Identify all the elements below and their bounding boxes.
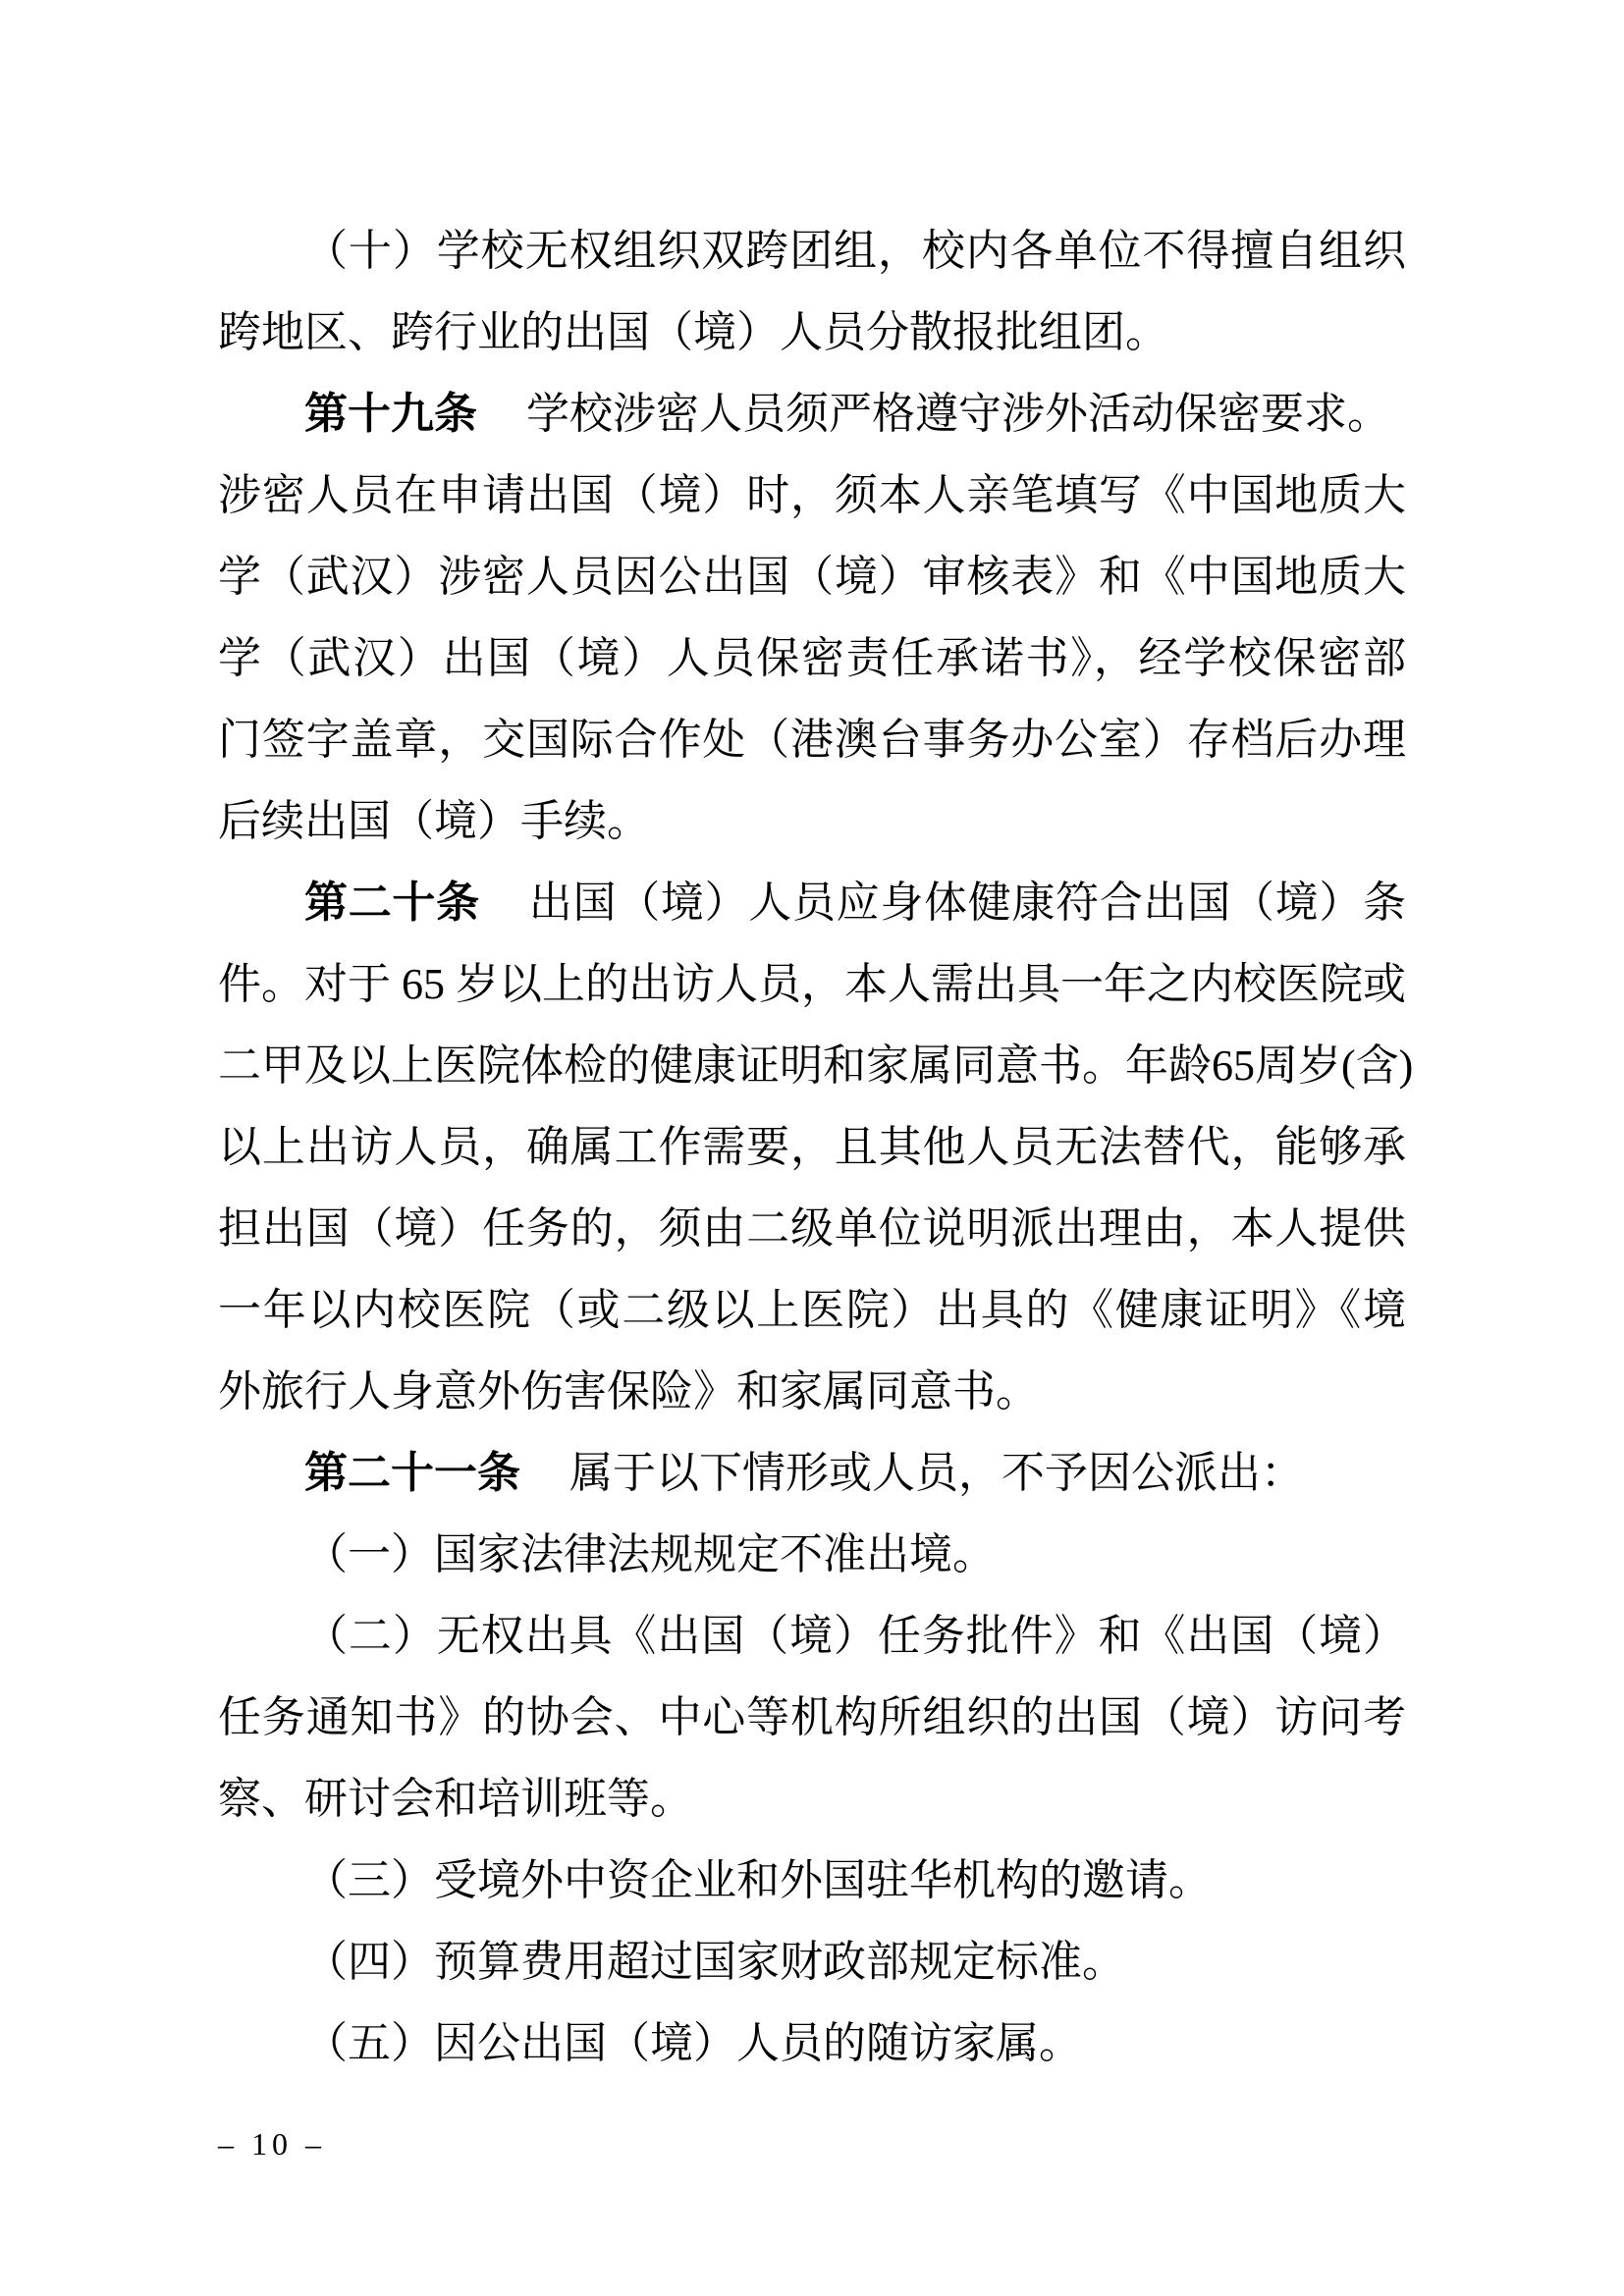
- line-text: 出国（境）人员应身体健康符合出国（境）条: [528, 879, 1407, 927]
- body-line: [218, 1840, 1406, 1921]
- line-text: （四）预算费用超过国家财政部规定标准。: [304, 1938, 1125, 1986]
- body-line: [218, 1921, 1406, 2002]
- body-line: [218, 1758, 1406, 1840]
- line-text: 门签字盖章，交国际合作处（港澳台事务办公室）存档后办理: [218, 716, 1406, 764]
- body-line: [218, 1025, 1414, 1106]
- line-text: 外旅行人身意外伤害保险》和家属同意书。: [218, 1367, 1039, 1415]
- body-line: [218, 210, 1406, 292]
- body-line: [218, 862, 1406, 943]
- body-line: [218, 1595, 1406, 1677]
- page-number: – 10 –: [218, 2126, 326, 2162]
- line-text: 跨地区、跨行业的出国（境）人员分散报批组团。: [218, 308, 1168, 356]
- line-text: 属于以下情形或人员，不予因公派出：: [569, 1449, 1304, 1497]
- line-text: 任务通知书》的协会、中心等机构所组织的出国（境）访问考: [218, 1693, 1406, 1741]
- line-text: 以上出访人员，确属工作需要，且其他人员无法替代，能够承: [218, 1123, 1406, 1171]
- body-line: [218, 373, 1406, 454]
- line-text: 担出国（境）任务的，须由二级单位说明派出理由，本人提供: [218, 1204, 1406, 1253]
- body-line: [218, 699, 1406, 780]
- body-line: [218, 1432, 1406, 1514]
- line-text: 察、研讨会和培训班等。: [218, 1775, 693, 1823]
- line-text: （三）受境外中资企业和外国驻华机构的邀请。: [304, 1856, 1212, 1904]
- line-text: 后续出国（境）手续。: [218, 797, 650, 845]
- line-text: 学（武汉）涉密人员因公出国（境）审核表》和《中国地质大: [218, 553, 1406, 601]
- line-text: 一年以内校医院（或二级以上医院）出具的《健康证明》《境: [218, 1286, 1406, 1334]
- body-line: [218, 943, 1406, 1025]
- line-text: （一）国家法律法规规定不准出境。: [304, 1530, 996, 1578]
- line-text: 二甲及以上医院体检的健康证明和家属同意书。年龄65周岁(含): [218, 1041, 1414, 1090]
- body-line: [218, 1188, 1406, 1269]
- body-line: [218, 2002, 1406, 2084]
- article-number: 第二十条: [304, 879, 480, 927]
- body-line: [218, 1514, 1406, 1595]
- line-text: 涉密人员在申请出国（境）时，须本人亲笔填写《中国地质大: [218, 471, 1406, 519]
- body-line: [218, 1269, 1406, 1351]
- page-footer: [218, 2120, 326, 2167]
- body-line: [218, 1677, 1406, 1758]
- body-line: [218, 292, 1406, 373]
- body-line: [218, 780, 1406, 862]
- line-text: 件。对于 65 岁以上的出访人员，本人需出具一年之内校医院或: [218, 960, 1406, 1008]
- line-text: （五）因公出国（境）人员的随访家属。: [304, 2019, 1082, 2067]
- body-line: [218, 1351, 1406, 1432]
- body-line: [218, 536, 1406, 617]
- line-text: （十）学校无权组织双跨团组，校内各单位不得擅自组织: [304, 227, 1406, 275]
- body-line: [218, 454, 1406, 536]
- line-text: 学（武汉）出国（境）人员保密责任承诺书》，经学校保密部: [218, 634, 1406, 682]
- body-line: [218, 617, 1406, 699]
- document-body: [218, 210, 1414, 2084]
- line-text: 学校涉密人员须严格遵守涉外活动保密要求。: [526, 390, 1390, 438]
- line-text: （二）无权出具《出国（境）任务批件》和《出国（境）: [304, 1612, 1406, 1660]
- article-number: 第二十一条: [304, 1449, 520, 1497]
- body-line: [218, 1106, 1406, 1188]
- article-number: 第十九条: [304, 390, 477, 438]
